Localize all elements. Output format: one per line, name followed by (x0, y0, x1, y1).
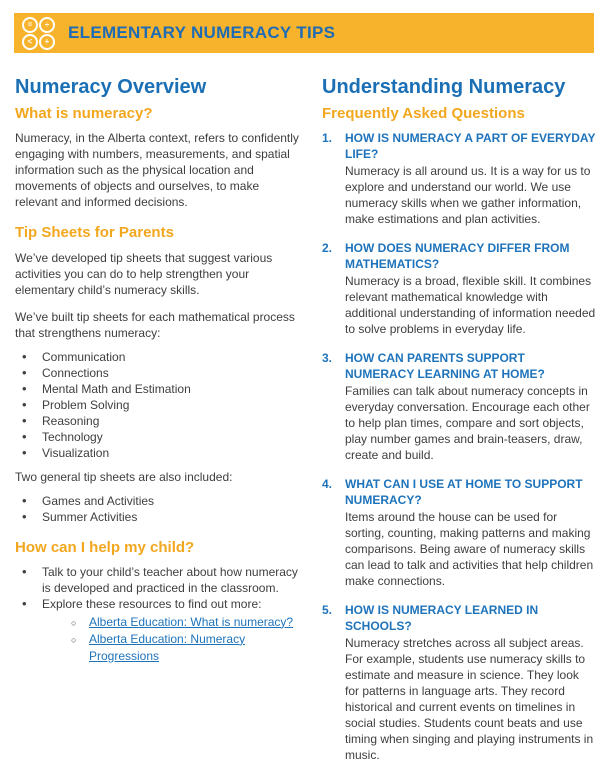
faq-item-2 (322, 240, 596, 337)
faq-number: 5. (322, 603, 333, 618)
right-column (322, 76, 596, 776)
faq-number: 3. (322, 351, 333, 366)
left-column (15, 76, 302, 673)
list-item: • Mental Math and Estimation (15, 381, 302, 397)
faq-answer: Numeracy stretches across all subject areas. For example, students use numeracy skills to estimate and measure in science. They look for patterns in language arts. They record historical and current events on timelines in social studies. Students count beats and use timing when singing and playing instruments in music. (345, 636, 594, 763)
tip-sheets-paragraph-2: We’ve built tip sheets for each mathematical process that strengthens numeracy: (15, 309, 295, 340)
list-item: • Communication (15, 349, 302, 365)
processes-list (15, 349, 302, 461)
faq-item-1 (322, 130, 596, 227)
help-child-heading: How can I help my child? (15, 538, 195, 556)
list-item: • Games and Activities (15, 493, 302, 509)
faq-heading: Frequently Asked Questions (322, 105, 525, 122)
list-item (69, 614, 302, 631)
list-item: • Problem Solving (15, 397, 302, 413)
faq-question: HOW CAN PARENTS SUPPORT NUMERACY LEARNING AT HOME? (345, 351, 545, 382)
list-item: • Technology (15, 429, 302, 445)
list-item: • Reasoning (15, 413, 302, 429)
right-column-title: Understanding Numeracy (322, 76, 566, 98)
faq-answer: Numeracy is all around us. It is a way for us to explore and understand our world. We use numeracy skills when we gather information, make estimations and plan activities. (345, 164, 591, 227)
faq-number: 4. (322, 477, 333, 492)
faq-body (345, 350, 596, 463)
general-sheets-list (15, 493, 302, 525)
faq-question: HOW DOES NUMERACY DIFFER FROM MATHEMATICS? (345, 241, 570, 272)
list-item: • Talk to your child’s teacher about how numeracy is developed and practiced in the classroom. (15, 564, 302, 596)
list-item: • Connections (15, 365, 302, 381)
what-is-numeracy-heading: What is numeracy? (15, 105, 153, 122)
faq-item-3 (322, 350, 596, 463)
faq-item-5 (322, 602, 596, 763)
faq-body (345, 476, 596, 589)
help-child-list (15, 564, 302, 665)
faq-answer: Numeracy is a broad, flexible skill. It combines relevant mathematical knowledge with additional understanding of information needed to solve problems in everyday life. (345, 274, 596, 337)
what-is-numeracy-paragraph: Numeracy, in the Alberta context, refers to confidently engaging with numbers, measurements, and spatial information such as the physical location and movements of objects and ourselves, to make relevant and informed decisions. (15, 131, 299, 210)
link-numeracy-progressions[interactable]: Alberta Education: Numeracy Progressions (89, 631, 246, 663)
explore-resources-text: Explore these resources to find out more: (42, 596, 262, 611)
less-than-icon: < (22, 34, 38, 50)
faq-item-4 (322, 476, 596, 589)
general-sheets-paragraph: Two general tip sheets are also included: (15, 469, 233, 484)
faq-body (345, 240, 596, 337)
faq-question: HOW IS NUMERACY A PART OF EVERYDAY LIFE? (345, 131, 596, 162)
faq-question: HOW IS NUMERACY LEARNED IN SCHOOLS? (345, 603, 539, 634)
list-item (69, 631, 302, 665)
faq-number: 2. (322, 241, 333, 256)
division-icon: ÷ (39, 17, 55, 33)
faq-answer: Families can talk about numeracy concepts in everyday conversation. Encourage each other to help plan times, compare and sort objects, play number games and brain-teasers, draw, create and build. (345, 384, 590, 463)
list-item (15, 596, 302, 665)
document-title: ELEMENTARY NUMERACY TIPS (68, 23, 336, 42)
link-what-is-numeracy[interactable]: Alberta Education: What is numeracy? (89, 614, 294, 629)
faq-body (345, 130, 596, 227)
resource-links-list (69, 614, 302, 665)
list-item: • Summer Activities (15, 509, 302, 525)
faq-number: 1. (322, 131, 333, 146)
header-banner (14, 13, 594, 53)
plus-icon: + (39, 34, 55, 50)
list-item: • Visualization (15, 445, 302, 461)
faq-body (345, 602, 596, 763)
faq-answer: Items around the house can be used for sorting, counting, making patterns and making comparisons. Being aware of numeracy skills can lead to talk and activities that help children make connections. (345, 510, 594, 589)
faq-question: WHAT CAN I USE AT HOME TO SUPPORT NUMERACY? (345, 477, 583, 508)
tip-sheets-heading: Tip Sheets for Parents (15, 224, 174, 242)
left-column-title: Numeracy Overview (15, 76, 207, 98)
numeracy-logo-icon (22, 17, 55, 50)
equals-icon: = (22, 17, 38, 33)
tip-sheets-paragraph-1: We’ve developed tip sheets that suggest various activities you can do to help strengthen your elementary child’s numeracy skills. (15, 250, 273, 297)
